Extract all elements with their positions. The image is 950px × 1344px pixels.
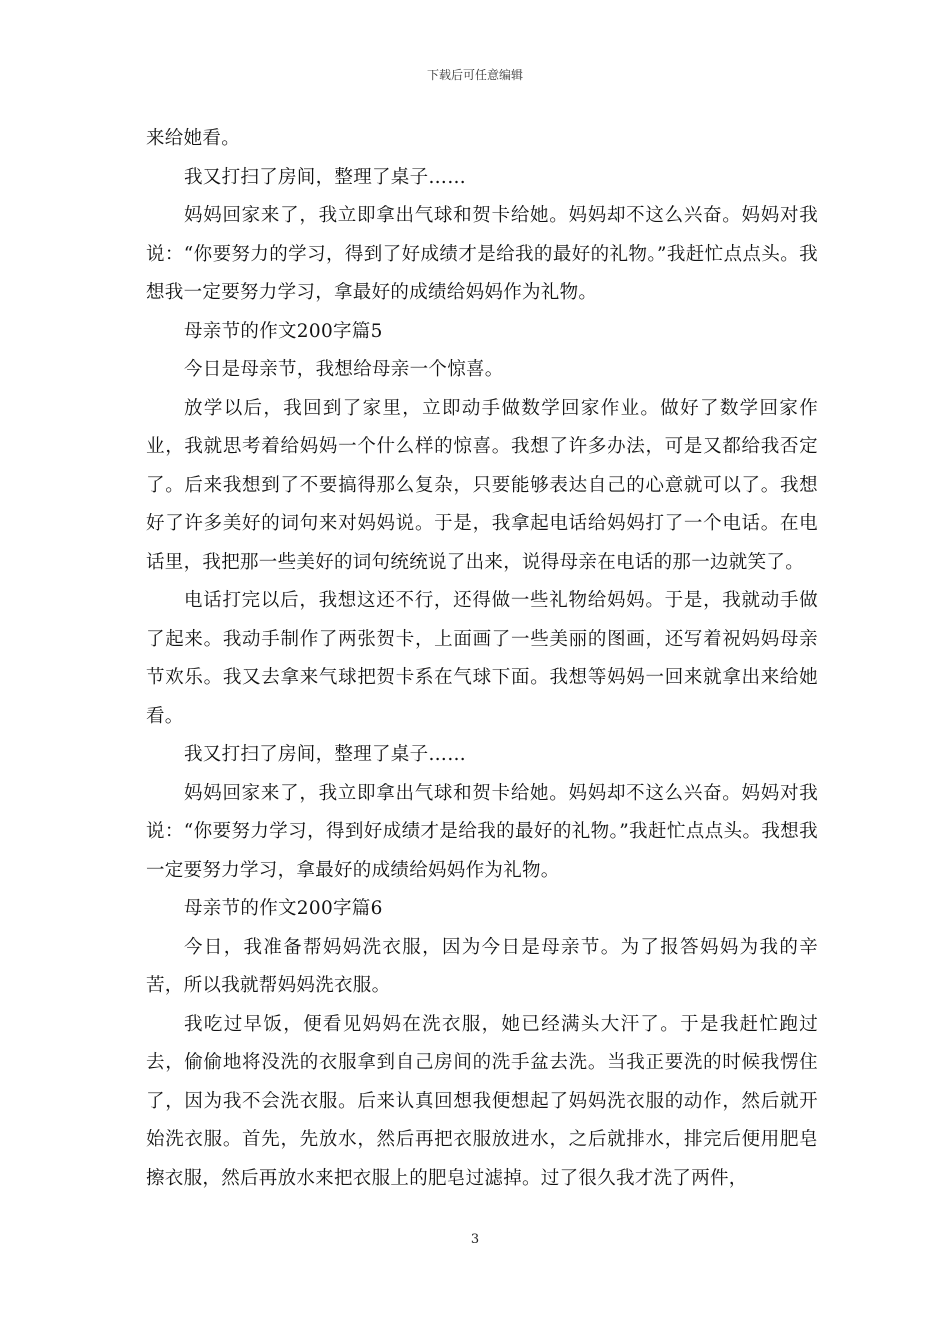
document-body	[146, 120, 818, 1198]
page-number: 3	[470, 1232, 480, 1247]
section-heading: 母亲节的作文200字篇6	[184, 898, 383, 919]
section-heading: 母亲节的作文200字篇5	[184, 320, 383, 342]
paragraph: 我又打扫了房间，整理了桌子……	[184, 744, 467, 765]
paragraph: 今日，我准备帮妈妈洗衣服，因为今日是母亲节。为了报答妈妈为我的辛苦，所以我就帮妈妈洗衣服。	[146, 936, 818, 996]
paragraph: 今日是母亲节，我想给母亲一个惊喜。	[184, 359, 504, 380]
paragraph: 放学以后，我回到了家里，立即动手做数学回家作业。做好了数学回家作业，我就思考着给妈妈一个什么样的惊喜。我想了许多办法，可是又都给我否定了。后来我想到了不要搞得那么复杂，只要能够表达自己的心意就可以了。我想好了许多美好的词句来对妈妈说。于是，我拿起电话给妈妈打了一个电话。在电话里，我把那一些美好的词句统统说了出来，说得母亲在电话的那一边就笑了。	[146, 397, 818, 573]
paragraph: 我吃过早饭，便看见妈妈在洗衣服，她已经满头大汗了。于是我赶忙跑过去，偷偷地将没洗的衣服拿到自己房间的洗手盆去洗。当我正要洗的时候我愣住了，因为我不会洗衣服。后来认真回想我便想起了妈妈洗衣服的动作，然后就开始洗衣服。首先，先放水，然后再把衣服放进水，之后就排水，排完后便用肥皂擦衣服，然后再放水来把衣服上的肥皂过滤掉。过了很久我才洗了两件，	[146, 1013, 818, 1189]
paragraph: 妈妈回家来了，我立即拿出气球和贺卡给她。妈妈却不这么兴奋。妈妈对我说：“你要努力学习，得到好成绩才是给我的最好的礼物。”我赶忙点点头。我想我一定要努力学习，拿最好的成绩给妈妈作为礼物。	[146, 782, 818, 881]
paragraph: 电话打完以后，我想这还不行，还得做一些礼物给妈妈。于是，我就动手做了起来。我动手制作了两张贺卡，上面画了一些美丽的图画，还写着祝妈妈母亲节欢乐。我又去拿来气球把贺卡系在气球下面。我想等妈妈一回来就拿出来给她看。	[146, 590, 818, 727]
paragraph: 来给她看。	[146, 128, 241, 149]
paragraph: 我又打扫了房间，整理了桌子……	[184, 166, 467, 188]
page-header: 下载后可任意编辑	[426, 68, 523, 82]
paragraph: 妈妈回家来了，我立即拿出气球和贺卡给她。妈妈却不这么兴奋。妈妈对我说：“你要努力的学习，得到了好成绩才是给我的最好的礼物。”我赶忙点点头。我想我一定要努力学习，拿最好的成绩给妈妈作为礼物。	[146, 205, 818, 303]
